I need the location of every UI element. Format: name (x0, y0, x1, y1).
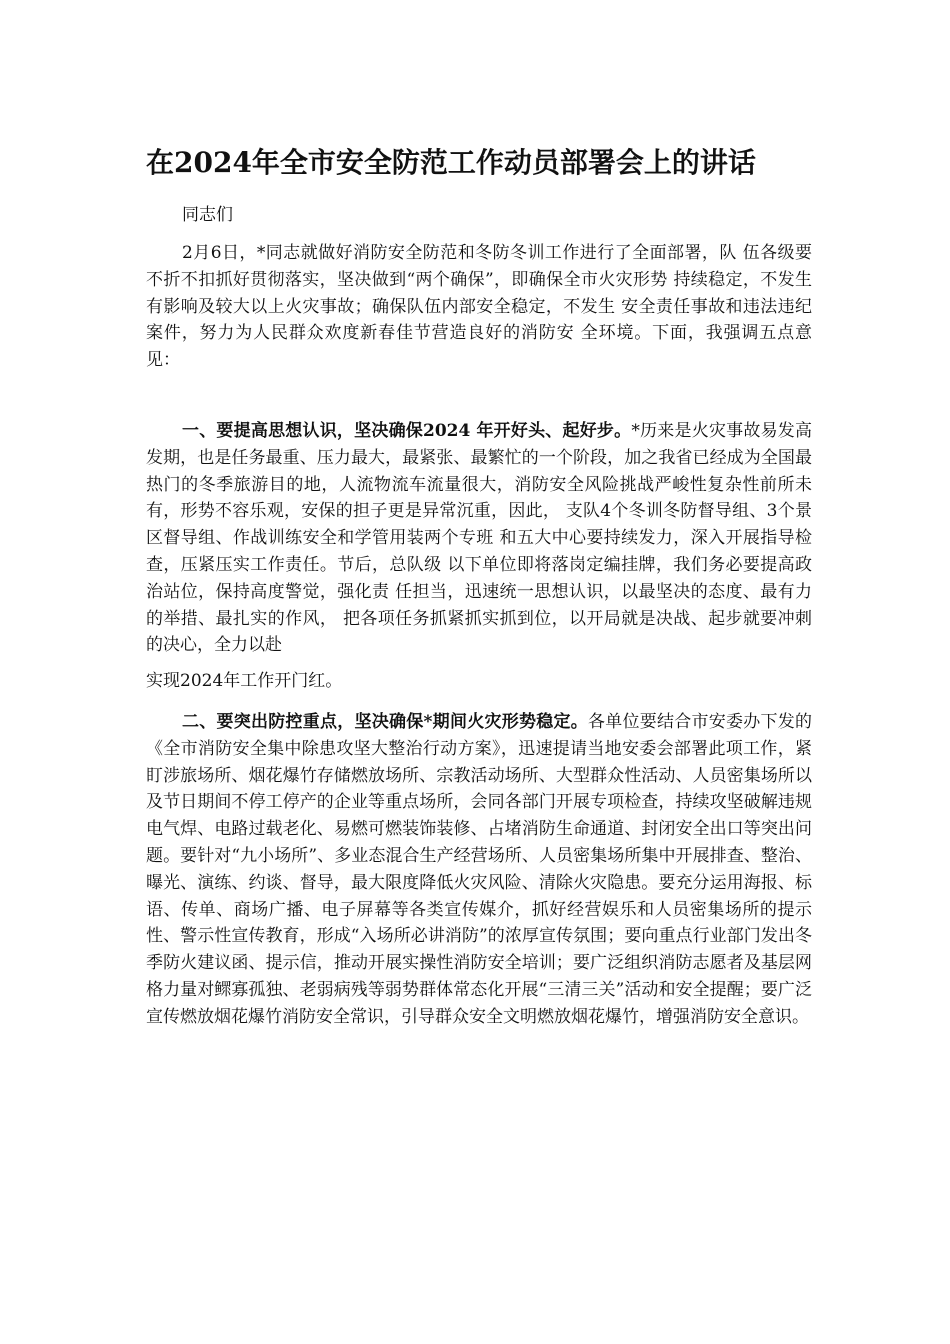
section-one-heading: 一、要提高思想认识，坚决确保2024 年开好头、起好步。 (182, 421, 632, 441)
section-two-body: 各单位要结合市安委办下发的《全市消防安全集中除患攻坚大整治行动方案》，迅速提请当地安委会部署此项工作，紧盯涉旅场所、烟花爆竹存储燃放场所、宗教活动场所、大型群众性活动、人员密集场所以及节日期间不停工停产的企业等重点场所，会同各部门开展专项检查，持续攻坚破解违规电气焊、电路过载老化、易燃可燃装饰装修、占堵消防生命通道、封闭安全出口等突出问题。要针对“九小场所”、多业态混合生产经营场所、人员密集场所集中开展排查、整治、曝光、演练、约谈、督导，最大限度降低火灾风险、清除火灾隐患。要充分运用海报、标语、传单、商场广播、电子屏幕等各类宣传媒介，抓好经营娱乐和人员密集场所的提示性、警示性宣传教育，形成“入场所必讲消防”的浓厚宣传氛围；要向重点行业部门发出冬季防火建议函、提示信，推动开展实操性消防安全培训；要广泛组织消防志愿者及基层网格力量对鳏寡孤独、老弱病残等弱势群体常态化开展“三清三关”活动和安全提醒；要广泛宣传燃放烟花爆竹消防安全常识，引导群众安全文明燃放烟花爆竹，增强消防安全意识。 (146, 712, 813, 1027)
intro-paragraph: 2月6日，*同志就做好消防安全防范和冬防冬训工作进行了全面部署，队 伍各级要不折不扣抓好贯彻落实，坚决做到“两个确保”，即确保全市火灾形势 持续稳定，不发生有影响及较大以上火灾事故；确保队伍内部安全稳定，不发生 安全责任事故和违法违纪案件，努力为人民群众欢度新春佳节营造良好的消防安 全环境。下面，我强调五点意见： (146, 243, 812, 371)
greeting: 同志们 (182, 205, 233, 225)
document-title: 在2024年全市安全防范工作动员部署会上的讲话 (146, 146, 756, 179)
section-one-tail: 实现2024年工作开门红。 (146, 671, 343, 691)
section-two-heading: 二、要突出防控重点，坚决确保*期间火灾形势稳定。 (182, 712, 588, 732)
section-two-paragraph (146, 709, 812, 1031)
section-one-body: *历来是火灾事故易发高发期，也是任务最重、压力最大，最紧张、最繁忙的一个阶段，加之我省已经成为全国最热门的冬季旅游目的地，人流物流车流量很大，消防安全风险挑战严峻性复杂性前所未有，形势不容乐观，安保的担子更是异常沉重，因此， 支队4个冬训冬防督导组、3个景区督导组、作战训练安全和学管用装两个专班 和五大中心要持续发力，深入开展指导检查，压紧压实工作责任。节后，总队级 以下单位即将落岗定编挂牌，我们务必要提高政治站位，保持高度警觉，强化责 任担当，迅速统一思想认识，以最坚决的态度、最有力的举措、最扎实的作风， 把各项任务抓紧抓实抓到位，以开局就是决战、起步就要冲刺的决心，全力以赴 (146, 421, 813, 656)
section-one-paragraph (146, 418, 812, 659)
